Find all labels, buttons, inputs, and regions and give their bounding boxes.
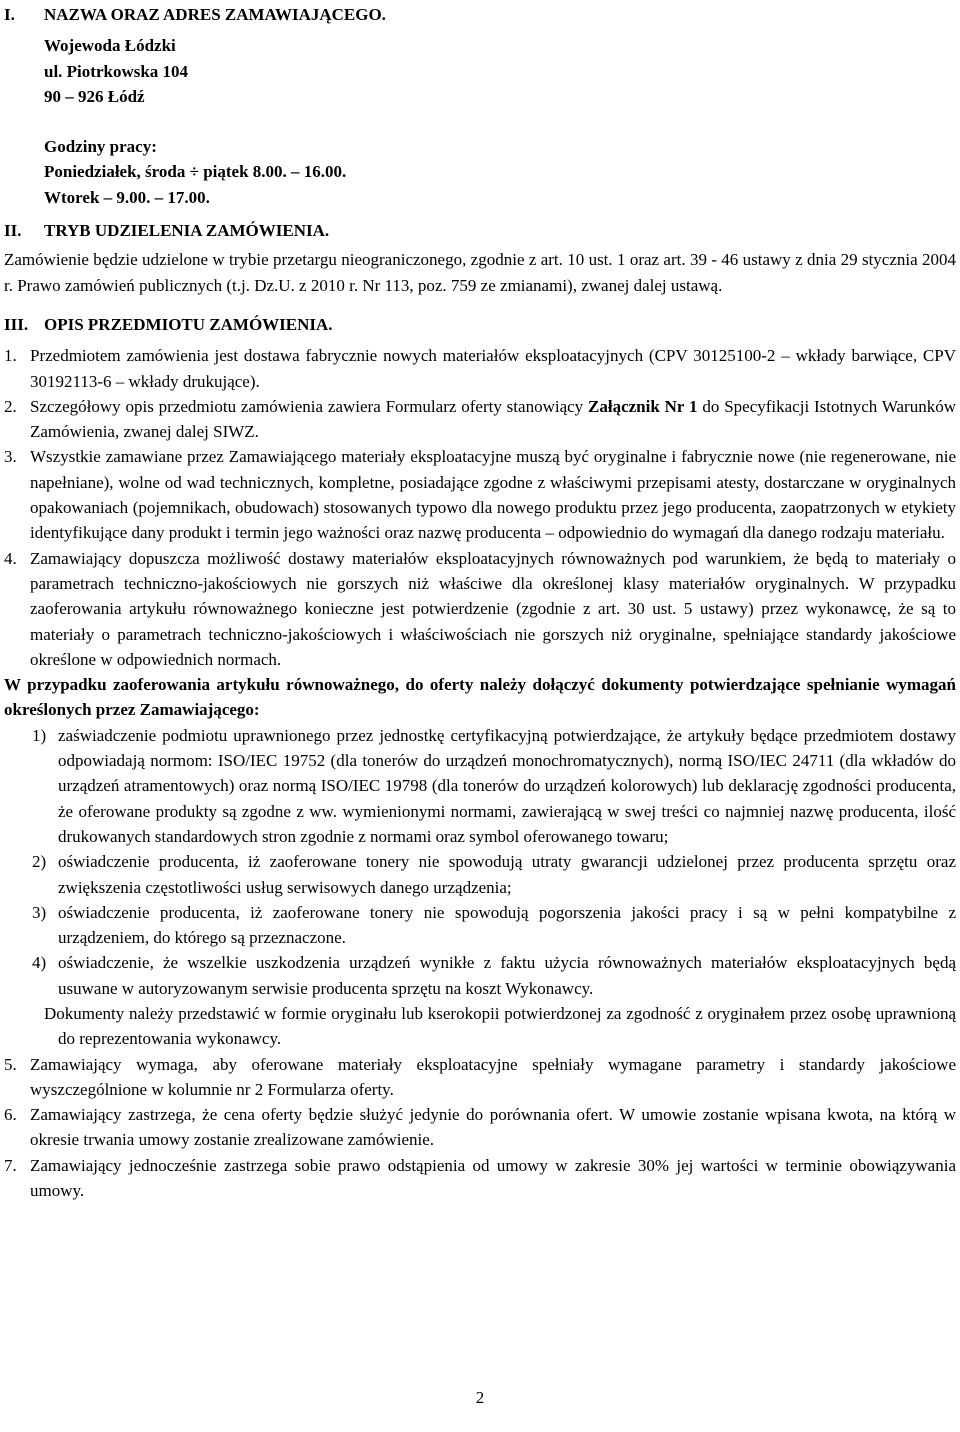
list-item-number: 6. [4,1105,17,1125]
address-line: 90 – 926 Łódź [44,86,145,106]
working-hours-line: Poniedziałek, środa ÷ piątek 8.00. – 16.00. [44,162,347,182]
list-item [0,1153,960,1204]
section-heading [0,312,960,337]
list-item-text: Zamawiający zastrzega, że cena oferty będzie służyć jedynie do porównania ofert. W umowie zostanie wpisana kwota, na którą w okresie trwania umowy zostanie zrealizowane zamówienie. [30,1105,956,1150]
documents-note: Dokumenty należy przedstawić w formie oryginału lub kserokopii potwierdzonej za zgodność z oryginałem przez osobę uprawnioną do reprezentowania wykonawcy. [44,1003,956,1049]
list-item-text: do Specyfikacji Istotnych Warunków Zamówienia, zwanej dalej SIWZ. [30,396,956,442]
sub-list-item-text: zaświadczenie podmiotu uprawnionego przez jednostkę certyfikacyjną potwierdzające, że artykuły będące przedmiotem dostawy odpowiadają normom: ISO/IEC 19752 (dla tonerów do urządzeń monochromatycznych), normą ISO/IEC 24711 (dla wkładów do urządzeń atramentowych) oraz normą ISO/IEC 19798 (dla tonerów do urządzeń kolorowych) lub deklarację zgodności producenta, że oferowane produkty są zgodne z ww. wymienionymi normami, zawierającą w swej treści co najmniej nazwę producenta, ilość drukowanych standardowych stron zgodnie z normami oraz symbol oferowanego towaru; [58,725,956,846]
address-line: ul. Piotrkowska 104 [44,61,189,81]
list-item-text: Szczegółowy opis przedmiotu zamówienia zawiera Formularz oferty stanowiący [30,396,589,416]
sub-list-item-number: 4) [32,953,47,973]
sub-list-item-number: 1) [32,725,47,745]
list-item-text: Zamawiający wymaga, aby oferowane materiały eksploatacyjne spełniały wymagane parametry i standardy jakościowe wyszczególnione w kolumnie nr 2 Formularza oferty. [30,1054,956,1099]
address-line: Wojewoda Łódzki [44,36,176,56]
list-item-number: 3. [4,447,17,467]
sub-list-item-number: 2) [32,852,47,872]
list-item [0,1052,960,1103]
list-item-number: 1. [4,346,17,366]
address-block [0,33,960,109]
sub-list-item-text: oświadczenie producenta, iż zaoferowane tonery nie spowodują utraty gwarancji udzielonej przez producenta sprzętu oraz zwiększenia częstotliwości usług serwisowych danego urządzenia; [58,852,956,897]
bold-paragraph: W przypadku zaoferowania artykułu równoważnego, do oferty należy dołączyć dokumenty potwierdzające spełnianie wymagań określonych przez Zamawiającego: [4,675,956,720]
section-number: III. [4,314,29,334]
list-item [0,444,960,545]
list-item-number: 4. [4,548,17,568]
paragraph: Zamówienie będzie udzielone w trybie przetargu nieograniczonego, zgodnie z art. 10 ust. 1 oraz art. 39 - 46 ustawy z dnia 29 stycznia 2004 r. Prawo zamówień publicznych (t.j. Dz.U. z 2010 r. Nr 113, poz. 759 ze zmianami), zwanej dalej ustawą. [4,250,956,295]
list-item [0,1102,960,1153]
section-number: II. [4,221,22,241]
list-item-text: Zamawiający dopuszcza możliwość dostawy materiałów eksploatacyjnych równoważnych pod warunkiem, że będą to materiały o parametrach techniczno-jakościowych nie gorszych niż właściwe dla określonej klasy materiałów oryginalnych. W przypadku zaoferowania artykułu równoważnego konieczne jest potwierdzenie (zgodnie z art. 30 ust. 5 ustawy) przez wykonawcę, że są to materiały o parametrach techniczno-jakościowych i właściwościach nie gorszych niż oryginalne, spełniające standardy jakościowe określone w odpowiednich normach. [30,548,956,669]
sub-list-item-text: oświadczenie, że wszelkie uszkodzenia urządzeń wynikłe z faktu użycia równoważnych materiałów eksploatacyjnych będą usuwane w autoryzowanym serwisie producenta sprzętu na koszt Wykonawcy. [58,953,956,998]
section-number: I. [4,5,15,24]
list-item-text: Wszystkie zamawiane przez Zamawiającego materiały eksploatacyjne muszą być oryginalne i fabrycznie nowe (nie regenerowane, nie napełniane), wolne od wad technicznych, kompletne, posiadające zgodne z właściwymi przepisami atesty, dostarczane w oryginalnych opakowaniach (pojemnikach, obudowach) stosowanych typowo dla nowego produktu przez jego producenta, zaopatrzonych w etykiety identyfikujące dany produkt i termin jego ważności oraz nazwę producenta – odpowiednio do wymagań dla danego rodzaju materiału. [30,447,956,543]
page-number: 2 [475,1388,485,1407]
list-item-number: 7. [4,1155,17,1175]
sub-list-item [0,900,960,951]
sub-list-item [0,950,960,1001]
section-heading [0,2,960,27]
list-item [0,546,960,672]
working-hours-title: Godziny pracy: [44,137,157,157]
list-item-number: 2. [4,396,17,416]
sub-list-item [0,849,960,900]
list-item-text: Przedmiotem zamówienia jest dostawa fabrycznie nowych materiałów eksploatacyjnych (CPV 30125100-2 – wkłady barwiące, CPV 30192113-6 – wkłady drukujące). [30,346,956,391]
list-item-number: 5. [4,1054,17,1074]
section-title: OPIS PRZEDMIOTU ZAMÓWIENIA. [44,314,333,334]
list-item [0,394,960,445]
list-item-text: Zamawiający jednocześnie zastrzega sobie prawo odstąpienia od umowy w zakresie 30% jej wartości w terminie obowiązywania umowy. [30,1155,956,1201]
section-title: NAZWA ORAZ ADRES ZAMAWIAJĄCEGO. [44,5,386,24]
section-heading [0,218,960,243]
annex-reference: Załącznik Nr 1 [588,396,698,416]
sub-list-item [0,723,960,849]
working-hours-block [0,134,960,210]
working-hours-line: Wtorek – 9.00. – 17.00. [44,187,210,207]
sub-list-item-number: 3) [32,902,47,922]
section-title: TRYB UDZIELENIA ZAMÓWIENIA. [44,221,330,241]
list-item [0,343,960,394]
sub-list-item-text: oświadczenie producenta, iż zaoferowane tonery nie spowodują pogorszenia jakości pracy i są w pełni kompatybilne z urządzeniem, do którego są przeznaczone. [58,902,956,948]
